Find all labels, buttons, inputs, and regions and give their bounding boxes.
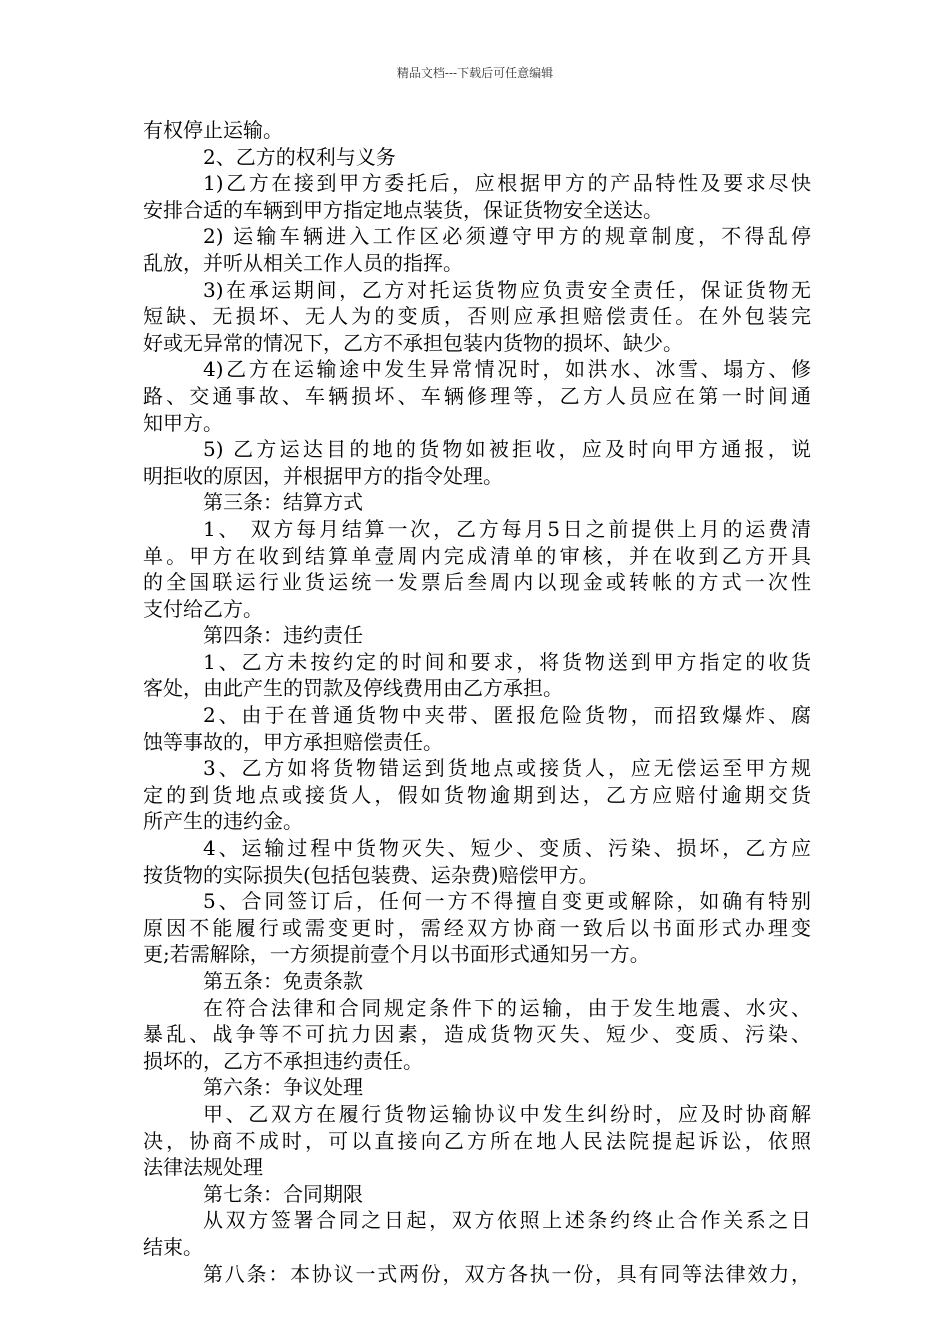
text-line: 明拒收的原因，并根据甲方的指令处理。: [143, 463, 503, 488]
text-line: 蚀等事故的，甲方承担赔偿责任。: [143, 729, 443, 754]
text-line: 知甲方。: [143, 410, 223, 435]
text-line: 从双方签署合同之日起，双方依照上述条约终止合作关系之日: [203, 1208, 811, 1233]
text-line: 决，协商不成时，可以直接向乙方所在地人民法院提起诉讼，依照: [143, 1128, 811, 1153]
text-line: 3)在承运期间，乙方对托运货物应负责安全责任，保证货物无: [203, 277, 811, 302]
text-line: 安排合适的车辆到甲方指定地点装货，保证货物安全送达。: [143, 197, 663, 222]
text-line: 4)乙方在运输途中发生异常情况时，如洪水、冰雪、塌方、修: [203, 357, 811, 382]
text-line: 第四条：违约责任: [203, 623, 363, 648]
text-line: 损坏的，乙方不承担违约责任。: [143, 1048, 423, 1073]
text-line: 1、 双方每月结算一次，乙方每月5日之前提供上月的运费清: [203, 516, 811, 541]
text-line: 第五条：免责条款: [203, 969, 363, 993]
text-line: 所产生的违约金。: [143, 809, 303, 834]
text-line: 第七条：合同期限: [203, 1181, 363, 1206]
text-line: 2) 运输车辆进入工作区必须遵守甲方的规章制度，不得乱停: [203, 224, 811, 249]
text-line: 1)乙方在接到甲方委托后，应根据甲方的产品特性及要求尽快: [203, 171, 811, 196]
text-line: 1、乙方未按约定的时间和要求，将货物送到甲方指定的收货: [203, 649, 811, 674]
text-line: 更;若需解除，一方须提前壹个月以书面形式通知另一方。: [143, 942, 650, 967]
text-line: 法律法规处理: [143, 1155, 263, 1180]
text-line: 暴乱、战争等不可抗力因素，造成货物灭失、短少、变质、污染、: [143, 1022, 811, 1047]
text-line: 第八条：本协议一式两份，双方各执一份，具有同等法律效力，: [203, 1261, 811, 1286]
text-line: 乱放，并听从相关工作人员的指挥。: [143, 250, 463, 275]
text-line: 3、乙方如将货物错运到货地点或接货人，应无偿运至甲方规: [203, 756, 811, 781]
text-line: 2、由于在普通货物中夹带、匿报危险货物，而招致爆炸、腐: [203, 703, 811, 728]
text-line: 定的到货地点或接货人，假如货物逾期到达，乙方应赔付逾期交货: [143, 782, 811, 807]
document-body: [143, 117, 811, 1287]
text-line: 支付给乙方。: [143, 596, 263, 621]
text-line: 有权停止运输。: [143, 118, 283, 142]
text-line: 第三条：结算方式: [203, 490, 363, 515]
text-line: 客处，由此产生的罚款及停线费用由乙方承担。: [143, 676, 563, 701]
page-header-watermark: 精品文档---下载后可任意编辑: [396, 66, 554, 80]
text-line: 2、乙方的权利与义务: [203, 144, 396, 169]
text-line: 第六条：争议处理: [203, 1075, 363, 1100]
text-line: 的全国联运行业货运统一发票后叁周内以现金或转帐的方式一次性: [143, 570, 811, 595]
text-line: 好或无异常的情况下，乙方不承担包装内货物的损坏、缺少。: [143, 330, 683, 355]
text-line: 结束。: [143, 1234, 203, 1259]
text-line: 按货物的实际损失(包括包装费、运杂费)赔偿甲方。: [143, 862, 599, 887]
text-line: 5、合同签订后，任何一方不得擅自变更或解除，如确有特别: [203, 889, 811, 914]
text-line: 甲、乙双方在履行货物运输协议中发生纠纷时，应及时协商解: [203, 1101, 811, 1126]
text-line: 5) 乙方运达目的地的货物如被拒收，应及时向甲方通报，说: [203, 437, 811, 462]
text-line: 短缺、无损坏、无人为的变质，否则应承担赔偿责任。在外包装完: [143, 304, 811, 329]
text-line: 4、运输过程中货物灭失、短少、变质、污染、损坏，乙方应: [203, 836, 811, 861]
text-line: 在符合法律和合同规定条件下的运输，由于发生地震、水灾、: [203, 995, 811, 1020]
text-line: 原因不能履行或需变更时，需经双方协商一致后以书面形式办理变: [143, 915, 811, 940]
text-line: 路、交通事故、车辆损坏、车辆修理等，乙方人员应在第一时间通: [143, 383, 811, 408]
text-line: 单。甲方在收到结算单壹周内完成清单的审核，并在收到乙方开具: [143, 543, 811, 568]
